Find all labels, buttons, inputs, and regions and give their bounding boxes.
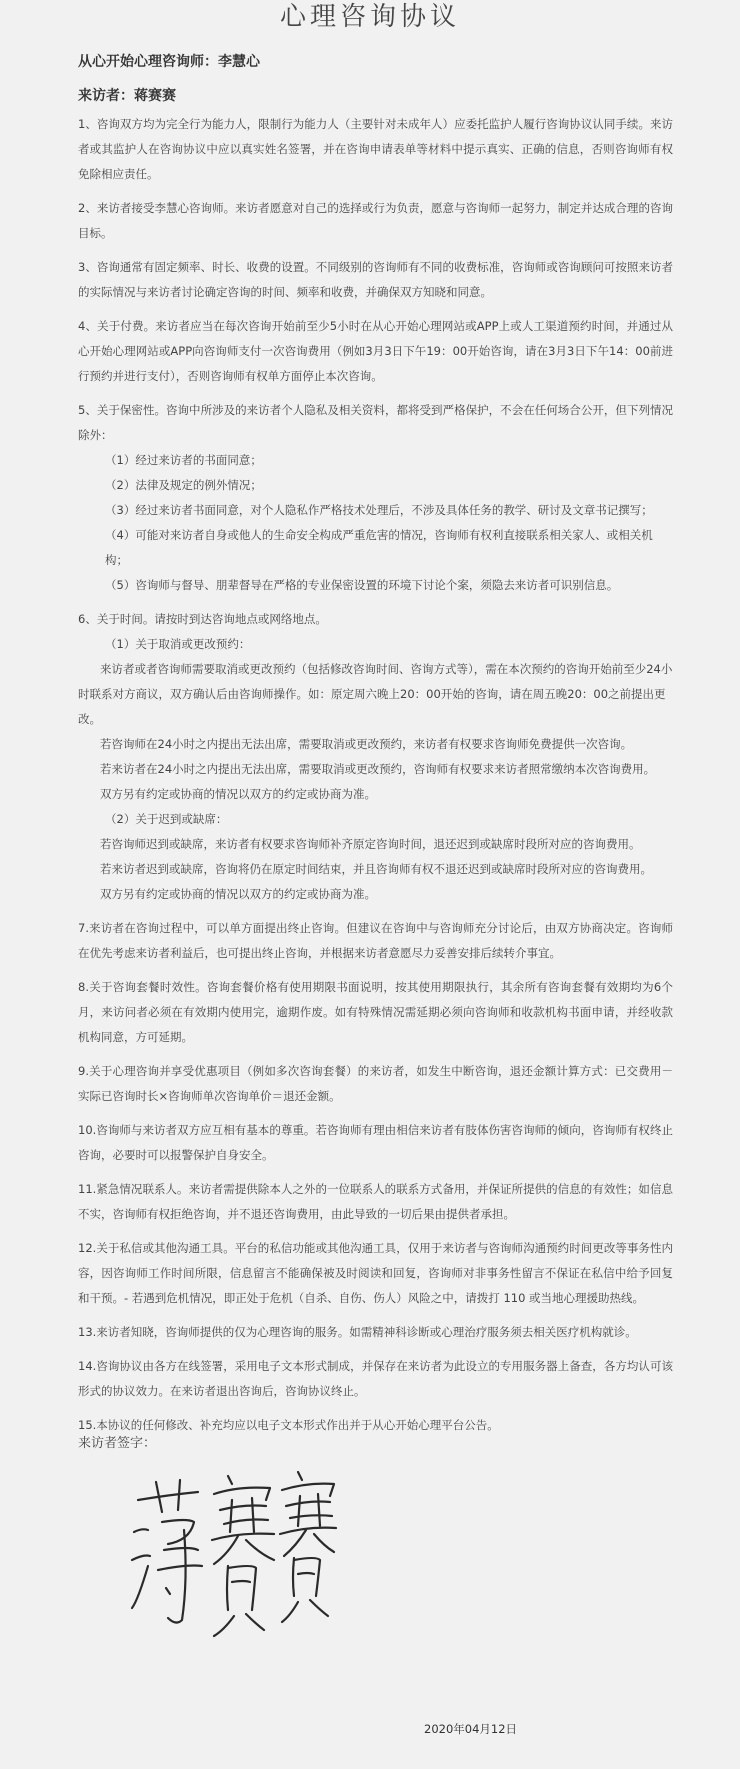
clause-9: 9.关于心理咨询并享受优惠项目（例如多次咨询套餐）的来访者，如发生中断咨询，退还金额计算方式：已交费用－实际已咨询时长×咨询师单次咨询单价＝退还金额。 — [78, 1064, 673, 1103]
clause-1: 1、咨询双方均为完全行为能力人，限制行为能力人（主要针对未成年人）应委托监护人履行咨询协议认同手续。来访者或其监护人在咨询协议中应以真实姓名签署，并在咨询申请表单等材料中提示真实、正确的信息，否则咨询师有权免除相应责任。 — [78, 117, 673, 181]
clause-8: 8.关于咨询套餐时效性。咨询套餐价格有使用期限书面说明，按其使用期限执行，其余所有咨询套餐有效期均为6个月，来访问者必须在有效期内使用完，逾期作废。如有特殊情况需延期必须向咨询师和收款机构书面申请，并经收款机构同意，方可延期。 — [78, 980, 673, 1044]
confidentiality-item: （5）咨询师与督导、朋辈督导在严格的专业保密设置的环境下讨论个案，须隐去来访者可识别信息。 — [105, 578, 619, 592]
clause-7: 7.来访者在咨询过程中，可以单方面提出终止咨询。但建议在咨询中与咨询师充分讨论后，由双方协商决定。咨询师在优先考虑来访者利益后，也可提出终止咨询，并根据来访者意愿尽力妥善安排后续转介事宜。 — [78, 921, 673, 960]
clause-6-sub1-head: （1）关于取消或更改预约： — [105, 637, 251, 651]
clause-2: 2、来访者接受李慧心咨询师。来访者愿意对自己的选择或行为负责，愿意与咨询师一起努力，制定并达成合理的咨询目标。 — [78, 201, 673, 240]
clause-6-sub2-line: 双方另有约定或协商的情况以双方的约定或协商为准。 — [100, 887, 376, 901]
clause-6-sub2-line: 若咨询师迟到或缺席，来访者有权要求咨询师补齐原定咨询时间，退还迟到或缺席时段所对应的咨询费用。 — [100, 837, 641, 851]
clause-6-sub1-line: 来访者或者咨询师需要取消或更改预约（包括修改咨询时间、咨询方式等），需在本次预约的咨询开始前至少24小时联系对方商议，双方确认后由咨询师操作。如：原定周六晚上20：00开始的咨询，请在周五晚20：00之前提出更改。 — [78, 662, 673, 726]
clause-13: 13.来访者知晓，咨询师提供的仅为心理咨询的服务。如需精神科诊断或心理治疗服务须去相关医疗机构就诊。 — [78, 1325, 637, 1339]
clause-6-sub2-head: （2）关于迟到或缺席： — [105, 812, 228, 826]
clause-6-head: 6、关于时间。请按时到达咨询地点或网络地点。 — [78, 612, 327, 626]
clause-6-sub2-line: 若来访者迟到或缺席，咨询将仍在原定时间结束，并且咨询师有权不退还迟到或缺席时段所对应的咨询费用。 — [100, 862, 652, 876]
clause-4: 4、关于付费。来访者应当在每次咨询开始前至少5小时在从心开始心理网站或APP上或人工渠道预约时间，并通过从心开始心理网站或APP向咨询师支付一次咨询费用（例如3月3日下午19：00开始咨询，请在3月3日下午14：00前进行预约并进行支付），否则咨询师有权单方面停止本次咨询。 — [78, 319, 673, 383]
clause-6-sub1-line: 若来访者在24小时之内提出无法出席，需要取消或更改预约，咨询师有权要求来访者照常缴纳本次咨询费用。 — [100, 762, 656, 776]
confidentiality-item: （1）经过来访者的书面同意； — [105, 453, 262, 467]
clause-15: 15.本协议的任何修改、补充均应以电子文本形式作出并于从心开始心理平台公告。 — [78, 1418, 499, 1432]
clause-14: 14.咨询协议由各方在线签署，采用电子文本形式制成，并保存在来访者为此设立的专用服务器上备查，各方均认可该形式的协议效力。在来访者退出咨询后，咨询协议终止。 — [78, 1359, 673, 1398]
confidentiality-item: （2）法律及规定的例外情况； — [105, 478, 262, 492]
confidentiality-exceptions — [78, 448, 673, 598]
clause-3: 3、咨询通常有固定频率、时长、收费的设置。不同级别的咨询师有不同的收费标准，咨询师或咨询顾问可按照来访者的实际情况与来访者讨论确定咨询的时间、频率和收费，并确保双方知晓和同意。 — [78, 260, 673, 299]
confidentiality-item: （3）经过来访者书面同意，对个人隐私作严格技术处理后，不涉及具体任务的教学、研讨及文章书记撰写； — [105, 503, 653, 517]
clause-10: 10.咨询师与来访者双方应互相有基本的尊重。若咨询师有理由相信来访者有肢体伤害咨询师的倾向，咨询师有权终止咨询，必要时可以报警保护自身安全。 — [78, 1123, 673, 1162]
handwritten-signature — [128, 1470, 338, 1640]
clause-list — [78, 112, 673, 1447]
signature-label: 来访者签字： — [78, 1436, 157, 1451]
clause-12: 12.关于私信或其他沟通工具。平台的私信功能或其他沟通工具，仅用于来访者与咨询师沟通预约时间更改等事务性内容，因咨询师工作时间所限，信息留言不能确保被及时阅读和回复，咨询师对非事务性留言不保证在私信中给予回复和干预。- 若遇到危机情况，即正处于危机（自杀、自伤、伤人）风险之中，请拨打 110 或当地心理援助热线。 — [78, 1241, 673, 1305]
counselor-line: 从心开始心理咨询师：李慧心 — [78, 54, 260, 70]
page-title: 心理咨询协议 — [279, 2, 460, 32]
signing-date: 2020年04月12日 — [424, 1722, 518, 1736]
clause-6-sub1-line: 若咨询师在24小时之内提出无法出席，需要取消或更改预约，来访者有权要求咨询师免费提供一次咨询。 — [100, 737, 633, 751]
confidentiality-item: （4）可能对来访者自身或他人的生命安全构成严重危害的情况，咨询师有权利直接联系相关家人、或相关机构； — [105, 528, 653, 567]
client-line: 来访者：蒋赛赛 — [78, 88, 176, 104]
clause-5: 5、关于保密性。咨询中所涉及的来访者个人隐私及相关资料，都将受到严格保护，不会在任何场合公开，但下列情况除外： — [78, 403, 673, 442]
clause-6-sub1-line: 双方另有约定或协商的情况以双方的约定或协商为准。 — [100, 787, 376, 801]
clause-11: 11.紧急情况联系人。来访者需提供除本人之外的一位联系人的联系方式备用，并保证所提供的信息的有效性；如信息不实，咨询师有权拒绝咨询，并不退还咨询费用，由此导致的一切后果由提供者承担。 — [78, 1182, 673, 1221]
